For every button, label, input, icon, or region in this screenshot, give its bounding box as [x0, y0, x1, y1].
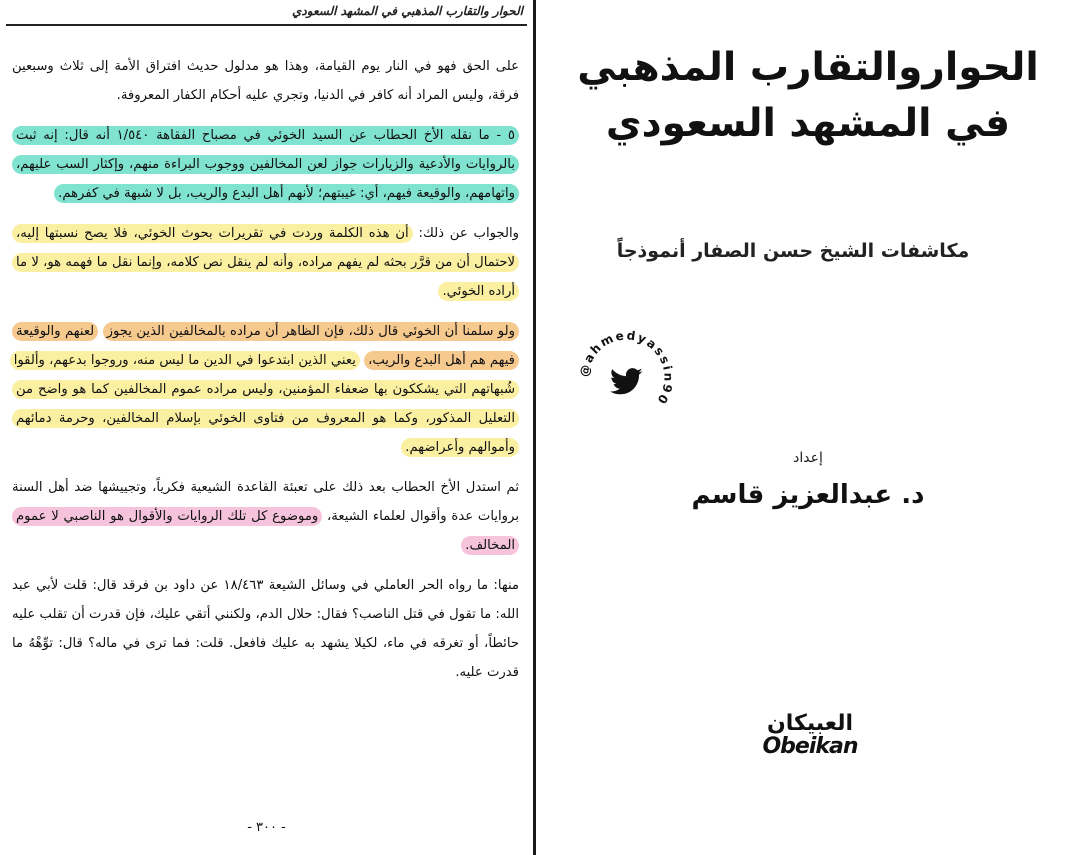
left-page — [0, 0, 533, 855]
book-title-line-1: الحواروالتقارب المذهبي — [577, 45, 1039, 90]
author-name: د. عبدالعزيز قاسم — [691, 480, 925, 510]
book-cover — [536, 0, 1080, 855]
paragraph-3 — [12, 219, 519, 306]
publisher-name-latin: Obeikan — [762, 734, 858, 759]
prepared-by-label: إعداد — [793, 450, 823, 466]
running-head-rule — [6, 24, 527, 26]
page-body — [12, 52, 519, 687]
publisher-name-arabic: العبيكان — [766, 711, 853, 736]
paragraph-5 — [12, 473, 519, 560]
svg-text:@ahmedyassin90 — [577, 328, 675, 408]
stamp-handle: @ahmedyassin90 — [577, 328, 676, 408]
paragraph-5-text: ثم استدل الأخ الحطاب بعد ذلك على تعبئة القاعدة الشيعية فكرياً، وتجييشها ضد أهل السنة بروايات عدة وأقوال لعلماء الشيعة، — [12, 480, 519, 524]
paragraph-6: منها: ما رواه الحر العاملي في وسائل الشيعة ١٨/٤٦٣ عن داود بن فرقد قال: قلت لأبي عبد الله: ما تقول في قتل الناصب؟ فقال: حلال الدم، ولكنني أتقي عليك، فإن قدرت أن تقلب عليه حائطاً، أو تغرقه في ماء، لكيلا يشهد به عليك فافعل. قلت: فما ترى في ماله؟ قال: توِّهْهُ ما قدرت عليه. — [12, 578, 520, 680]
running-head: الحوار والتقارب المذهبي في المشهد السعودي — [292, 4, 523, 18]
paragraph-4 — [12, 317, 519, 462]
highlight-yellow-answer: أن هذه الكلمة وردت في تقريرات بحوث الخوئي، فلا يصح نسبتها إليه، لاحتمال أن من قرَّر بحثه لم يفهم مراده، وأنه لم ينقل نص كلامه، وإنما نقل ما فهمه هو، لا ما أراده الخوئي. — [12, 224, 519, 301]
paragraph-2 — [12, 121, 519, 208]
book-subtitle: مكاشفات الشيخ حسن الصفار أنموذجاً — [616, 240, 970, 262]
page-number: - ٣٠٠ - — [247, 820, 286, 835]
highlight-teal: ٥ - ما نقله الأخ الحطاب عن السيد الخوئي في مصباح الفقاهة ١/٥٤٠ أنه قال: إنه ثبت بالروايات والأدعية والزيارات جواز لعن المخالفين ووجوب البراءة منهم، وإكثار السب عليهم، واتهامهم، والوقيعة فيهم، أي: غيبتهم؛ لأنهم أهل البدع والريب، بل لا شبهة في كفرهم. — [12, 126, 519, 203]
paragraph-1: على الحق فهو في النار يوم القيامة، وهذا هو مدلول حديث افتراق الأمة إلى ثلاث وسبعين فرقة، وليس المراد أنه كافر في الدنيا، وتجري عليه أحكام الكفار المعروفة. — [12, 59, 519, 103]
publisher-logo — [754, 712, 866, 760]
book-title-line-2: في المشهد السعودي — [605, 101, 1011, 146]
highlight-pink: وموضوع كل تلك الروايات والأقوال هو الناصبي لا عموم المخالف. — [12, 507, 519, 555]
answer-lead: والجواب عن ذلك: — [418, 226, 519, 241]
highlight-orange-2: لعنهم والوقيعة فيهم هم أهل البدع والريب، — [12, 322, 519, 370]
highlight-yellow-explanation: يعني الذين ابتدعوا في الدين ما ليس منه، وروجوا بدعهم، وألقوا شُبهاتهم التي يشككون بها ضعفاء المؤمنين، وليس مراده عموم المخالفين كما هو واضح من التعليل المذكور، وكما هو المعروف من فتاوى الخوئي بإسلام المخالفين، وحرمة دمائهم وأموالهم وأعراضهم. — [10, 351, 519, 457]
twitter-bird-icon — [610, 368, 642, 394]
book-title — [556, 40, 1060, 152]
watermark-stamp — [574, 325, 679, 430]
highlight-orange-1: ولو سلمنا أن الخوئي قال ذلك، فإن الظاهر أن مراده بالمخالفين الذين يجوز — [103, 322, 519, 341]
